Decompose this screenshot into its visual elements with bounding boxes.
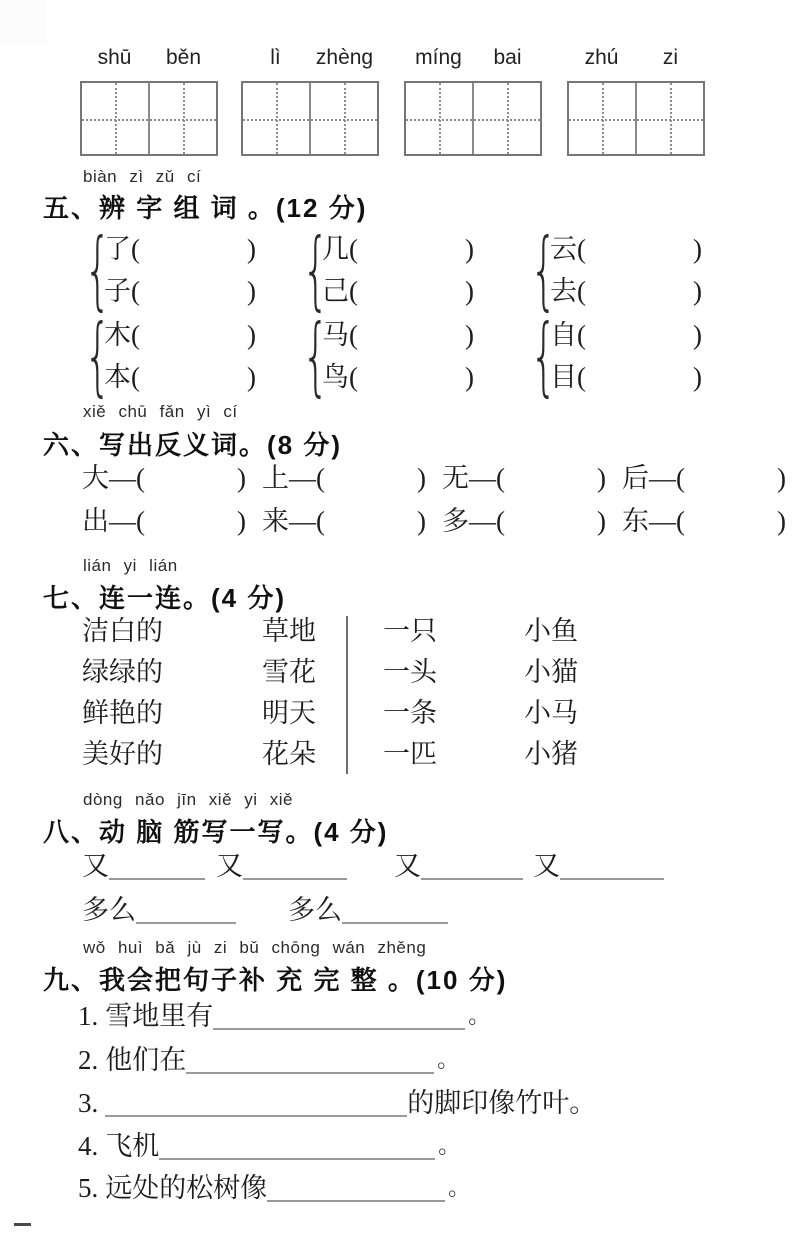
- answer-blank: [186, 1048, 434, 1074]
- open-paren: (: [577, 234, 586, 264]
- open-paren: (: [349, 320, 358, 350]
- word: 多么: [82, 895, 136, 925]
- word: 多么: [288, 895, 342, 925]
- pinyin-syllable: běn: [165, 46, 202, 69]
- writing-grid-group: [241, 46, 379, 156]
- close-paren: ): [237, 463, 246, 493]
- open-paren: (: [136, 506, 145, 536]
- sentence-end: 的脚印像竹叶。: [407, 1088, 597, 1118]
- sentence-end: 。: [437, 1047, 460, 1072]
- match-item: 明天: [262, 698, 316, 728]
- sentence-item: [78, 1044, 459, 1076]
- answer-blank: [267, 1176, 445, 1202]
- page-margin-mark: [14, 1223, 31, 1226]
- writing-grid-group: [567, 46, 705, 156]
- pinyin-syllable: zhèng: [315, 46, 374, 69]
- open-paren: (: [316, 506, 325, 536]
- match-column-nouns: [262, 617, 316, 768]
- match-column-animals: [524, 617, 578, 768]
- pinyin-syllable: lì: [270, 46, 281, 69]
- item-number: 2.: [78, 1045, 99, 1075]
- close-paren: ): [247, 234, 256, 264]
- answer-blank: [159, 1134, 435, 1160]
- match-column-adjectives: [82, 617, 163, 768]
- close-paren: ): [597, 463, 606, 493]
- brace-pair: [302, 306, 474, 406]
- writing-grid: [80, 81, 218, 156]
- sentence-item: [78, 1087, 596, 1119]
- open-paren: (: [577, 320, 586, 350]
- writing-grid-group: [404, 46, 542, 156]
- char: 又: [216, 851, 243, 881]
- char: 鸟: [322, 362, 349, 392]
- char: 大: [82, 463, 109, 493]
- item-number: 3.: [78, 1088, 99, 1118]
- writing-grid-cell: [82, 83, 148, 154]
- close-paren: ): [777, 463, 786, 493]
- close-paren: ): [237, 506, 246, 536]
- match-item: 雪花: [262, 657, 316, 687]
- char: 又: [533, 851, 560, 881]
- brace-left-icon: {: [530, 306, 558, 406]
- section-eight-title: 八、动 脑 筋写一写。(4 分): [43, 817, 389, 847]
- match-column-measure-words: [383, 617, 437, 768]
- close-paren: ): [417, 463, 426, 493]
- answer-blank: [213, 1004, 465, 1030]
- sentence-item: [78, 1000, 490, 1032]
- close-paren: ): [465, 362, 474, 392]
- char: 东: [622, 506, 649, 536]
- dash: —: [649, 506, 676, 536]
- char: 几: [322, 234, 349, 264]
- close-paren: ): [693, 276, 702, 306]
- close-paren: ): [465, 234, 474, 264]
- sentence-item: [78, 1172, 470, 1204]
- brace-pair: [84, 220, 256, 320]
- open-paren: (: [349, 234, 358, 264]
- brace-pair: [530, 306, 702, 406]
- dash: —: [289, 506, 316, 536]
- duome-blank-item: [288, 894, 448, 926]
- brace-pair: [302, 220, 474, 320]
- open-paren: (: [496, 463, 505, 493]
- open-paren: (: [316, 463, 325, 493]
- antonym-item: [262, 506, 426, 536]
- close-paren: ): [693, 234, 702, 264]
- brace-pair: [84, 306, 256, 406]
- duome-blank-item: [82, 894, 236, 926]
- char: 又: [82, 851, 109, 881]
- match-item: 小鱼: [524, 616, 578, 646]
- you-blank-item: [82, 850, 205, 882]
- char: 云: [550, 234, 577, 264]
- close-paren: ): [247, 276, 256, 306]
- antonym-item: [82, 463, 246, 493]
- open-paren: (: [131, 320, 140, 350]
- answer-blank: [243, 854, 347, 880]
- pinyin-label: [567, 46, 705, 74]
- match-item: 小猫: [524, 657, 578, 687]
- sentence-end: 。: [438, 1133, 461, 1158]
- pinyin-label: [404, 46, 542, 74]
- char: 己: [322, 276, 349, 306]
- open-paren: (: [577, 276, 586, 306]
- writing-grid-cell: [406, 83, 472, 154]
- answer-blank: [342, 898, 448, 924]
- antonym-item: [82, 506, 246, 536]
- char: 子: [104, 276, 131, 306]
- pinyin-syllable: bai: [493, 46, 522, 69]
- writing-grid-cell: [148, 83, 216, 154]
- dash: —: [109, 463, 136, 493]
- item-number: 1.: [78, 1001, 99, 1031]
- writing-grid: [404, 81, 542, 156]
- match-item: 小猪: [524, 739, 578, 769]
- pinyin-syllable: zhú: [584, 46, 619, 69]
- answer-blank: [136, 898, 236, 924]
- sentence-end: 。: [448, 1175, 471, 1200]
- section-eight-pinyin: dòng nǎo jīn xiě yi xiě: [83, 790, 293, 809]
- section-nine-title: 九、我会把句子补 充 完 整 。(10 分): [43, 965, 508, 995]
- match-item: 小马: [524, 698, 578, 728]
- char: 无: [442, 463, 469, 493]
- match-item: 一头: [383, 657, 437, 687]
- antonym-row: [82, 506, 800, 536]
- section-five-title: 五、辨 字 组 词 。(12 分): [43, 193, 368, 223]
- close-paren: ): [693, 320, 702, 350]
- close-paren: ): [247, 320, 256, 350]
- dash: —: [109, 506, 136, 536]
- close-paren: ): [597, 506, 606, 536]
- pinyin-syllable: zi: [662, 46, 679, 69]
- open-paren: (: [349, 362, 358, 392]
- section-six-pinyin: xiě chū fǎn yì cí: [83, 402, 238, 421]
- brace-left-icon: {: [530, 220, 558, 320]
- antonym-item: [442, 506, 606, 536]
- writing-grid-cell: [309, 83, 377, 154]
- match-item: 洁白的: [82, 616, 163, 646]
- open-paren: (: [577, 362, 586, 392]
- char: 又: [394, 851, 421, 881]
- char: 目: [550, 362, 577, 392]
- close-paren: ): [777, 506, 786, 536]
- sentence-start: 远处的松树像: [105, 1173, 268, 1203]
- char: 来: [262, 506, 289, 536]
- open-paren: (: [676, 506, 685, 536]
- antonym-item: [622, 463, 786, 493]
- answer-blank: [109, 854, 205, 880]
- answer-blank: [105, 1091, 407, 1117]
- you-blank-item: [394, 850, 523, 882]
- char: 上: [262, 463, 289, 493]
- writing-grid-cell: [472, 83, 540, 154]
- antonym-item: [442, 463, 606, 493]
- writing-grid-cell: [569, 83, 635, 154]
- brace-left-icon: {: [302, 220, 330, 320]
- pinyin-label: [241, 46, 379, 74]
- writing-grid-group: [80, 46, 218, 156]
- open-paren: (: [131, 234, 140, 264]
- writing-grid-cell: [635, 83, 703, 154]
- close-paren: ): [465, 320, 474, 350]
- brace-left-icon: {: [84, 306, 112, 406]
- open-paren: (: [131, 362, 140, 392]
- brace-pair: [530, 220, 702, 320]
- char: 自: [550, 320, 577, 350]
- open-paren: (: [676, 463, 685, 493]
- you-blank-item: [216, 850, 347, 882]
- match-item: 鲜艳的: [82, 698, 163, 728]
- open-paren: (: [136, 463, 145, 493]
- section-five-pinyin: biàn zì zǔ cí: [83, 167, 202, 186]
- pinyin-syllable: shū: [97, 46, 132, 69]
- match-item: 一只: [383, 616, 437, 646]
- item-number: 5.: [78, 1173, 99, 1203]
- close-paren: ): [247, 362, 256, 392]
- char: 了: [104, 234, 131, 264]
- match-item: 绿绿的: [82, 657, 163, 687]
- section-six-title: 六、写出反义词。(8 分): [43, 430, 343, 460]
- dash: —: [289, 463, 316, 493]
- match-item: 一匹: [383, 739, 437, 769]
- antonym-item: [622, 506, 786, 536]
- writing-grid-cell: [243, 83, 309, 154]
- close-paren: ): [693, 362, 702, 392]
- open-paren: (: [131, 276, 140, 306]
- char: 多: [442, 506, 469, 536]
- sentence-end: 。: [468, 1003, 491, 1028]
- writing-grid: [567, 81, 705, 156]
- section-seven-title: 七、连一连。(4 分): [43, 583, 287, 613]
- pinyin-label: [80, 46, 218, 74]
- match-item: 草地: [262, 616, 316, 646]
- match-item: 美好的: [82, 739, 163, 769]
- open-paren: (: [496, 506, 505, 536]
- scan-artifact: [0, 0, 46, 44]
- char: 去: [550, 276, 577, 306]
- dash: —: [469, 506, 496, 536]
- dash: —: [469, 463, 496, 493]
- pinyin-syllable: míng: [415, 46, 462, 69]
- antonym-row: [82, 463, 800, 493]
- brace-left-icon: {: [84, 220, 112, 320]
- char: 后: [622, 463, 649, 493]
- sentence-start: 雪地里有: [105, 1001, 214, 1031]
- column-divider: [346, 616, 348, 774]
- item-number: 4.: [78, 1131, 99, 1161]
- section-seven-pinyin: lián yi lián: [83, 556, 178, 575]
- char: 出: [82, 506, 109, 536]
- close-paren: ): [465, 276, 474, 306]
- section-nine-pinyin: wǒ huì bǎ jù zi bǔ chōng wán zhěng: [83, 938, 427, 957]
- open-paren: (: [349, 276, 358, 306]
- match-item: 花朵: [262, 739, 316, 769]
- match-item: 一条: [383, 698, 437, 728]
- answer-blank: [560, 854, 664, 880]
- you-blank-item: [533, 850, 664, 882]
- brace-left-icon: {: [302, 306, 330, 406]
- sentence-item: [78, 1130, 460, 1162]
- char: 马: [322, 320, 349, 350]
- answer-blank: [421, 854, 523, 880]
- sentence-start: 飞机: [105, 1131, 160, 1161]
- sentence-start: 他们在: [105, 1045, 187, 1075]
- antonym-item: [262, 463, 426, 493]
- char: 木: [104, 320, 131, 350]
- char: 本: [104, 362, 131, 392]
- writing-grid: [241, 81, 379, 156]
- close-paren: ): [417, 506, 426, 536]
- dash: —: [649, 463, 676, 493]
